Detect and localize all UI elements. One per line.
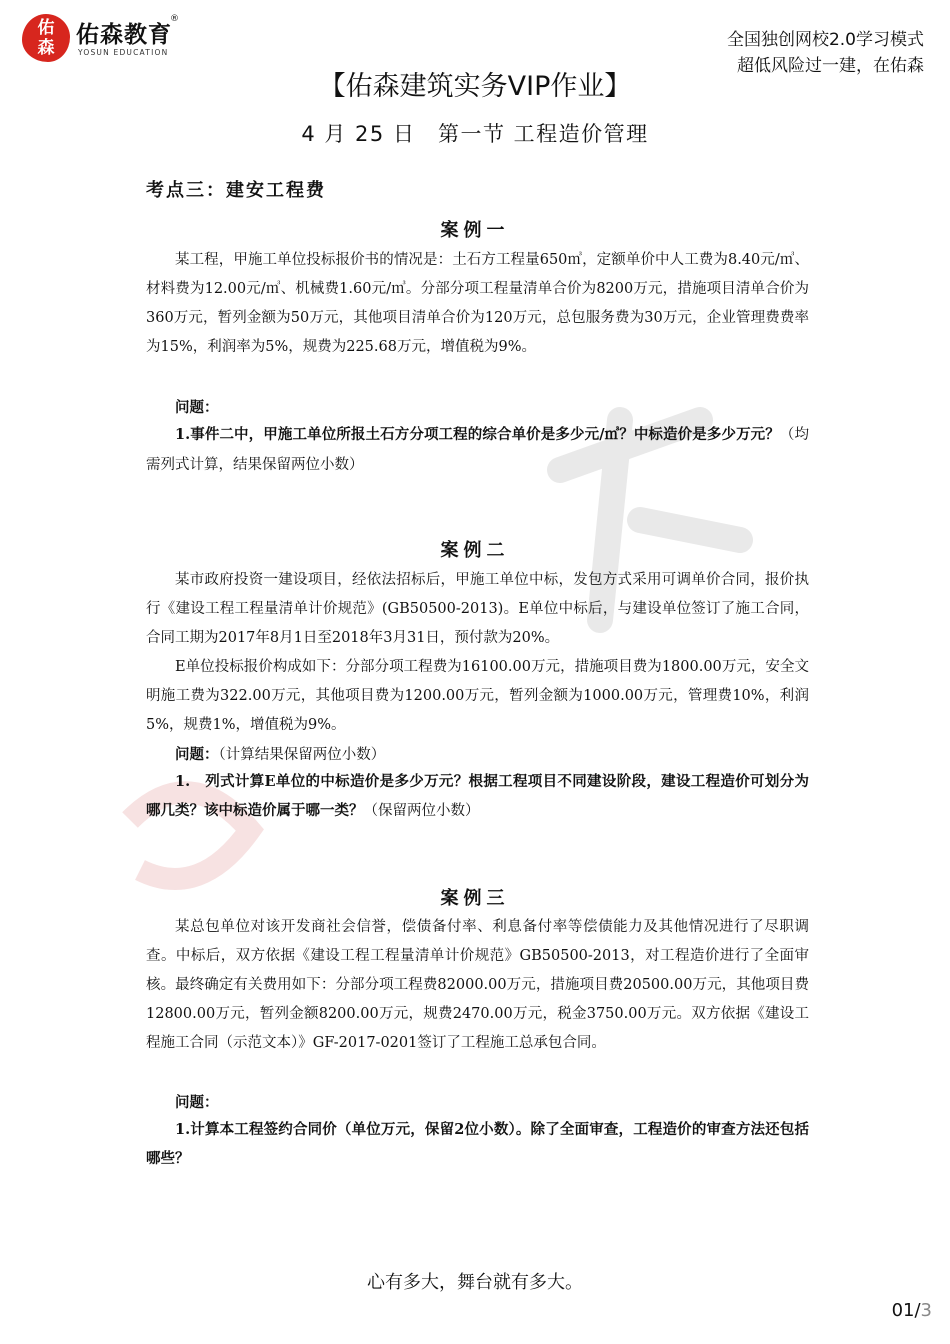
case-2-question-note: （计算结果保留两位小数） (218, 747, 386, 763)
case-3-paragraph-1: 某总包单位对该开发商社会信誉，偿债备付率、利息备付率等偿债能力及其他情况进行了尽职调查。中标后，双方依据《建设工程工程量清单计价规范》GB50500-2013，对工程造价进行了全面审核。最终确定有关费用如下：分部分项工程费82000.00万元，措施项目费20500.00万元，其他项目费12800.00万元，暂列金额8200.00万元，规费2470.00万元，税金3750.00万元。双方依据《建设工程施工合同（示范文本）》GF-2017-0201签订了工程施工总承包合同。 (146, 919, 809, 1051)
topic-heading: 考点三：建安工程费 (146, 180, 326, 201)
case-2-question-label-text: 问题： (175, 746, 219, 763)
case-2-paragraph-1: 某市政府投资一建设项目，经依法招标后，甲施工单位中标，发包方式采用可调单价合同，报价执行《建设工程工程量清单计价规范》(GB50500-2013)。E单位中标后，与建设单位签订了施工合同，合同工期为2017年8月1日至2018年3月31日，预付款为20%。 (146, 572, 809, 646)
logo-badge (22, 14, 70, 62)
brand-logo (22, 14, 179, 62)
case-1-question-label-text: 问题： (175, 399, 219, 416)
slogan-line-1: 全国独创网校2.0学习模式 (726, 30, 924, 50)
case-2-question-tail: （保留两位小数） (363, 803, 480, 819)
footer-motto: 心有多大，舞台就有多大。 (367, 1272, 583, 1293)
document-title: 【佑森建筑实务VIP作业】 (318, 71, 632, 102)
case-1-question-tail: （均需列式计算，结果保留两位小数） (146, 427, 809, 473)
case-3-title: 案例三 (440, 888, 510, 909)
logo-badge-char-2: 森 (37, 38, 55, 58)
case-3-question-label-text: 问题： (175, 1094, 219, 1111)
page-current: 01/ (891, 1300, 921, 1321)
case-2-paragraph-2: E单位投标报价构成如下：分部分项工程费为16100.00万元，措施项目费为1800.00万元，安全文明施工费为322.00万元，其他项目费为1200.00万元，暂列金额为1000.00万元，管理费10%，利润5%，规费1%，增值税为9%。 (146, 659, 809, 733)
document-subtitle: 4 月 25 日 第一节 工程造价管理 (301, 122, 649, 146)
registered-mark: ® (170, 14, 179, 24)
case-1-title: 案例一 (440, 220, 510, 241)
page-total: 3 (920, 1300, 932, 1321)
case-2-question-text: 1. 列式计算E单位的中标造价是多少万元？根据工程项目不同建设阶段，建设工程造价可划分为哪几类？该中标造价属于哪一类？ (146, 773, 809, 819)
case-1-question (146, 420, 809, 480)
logo-badge-char-1: 佑 (37, 18, 55, 38)
case-1-question-label (175, 396, 219, 417)
case-3-question-text: 1.计算本工程签约合同价（单位万元，保留2位小数）。除了全面审查，工程造价的审查方法还包括哪些？ (146, 1121, 809, 1167)
logo-name: 佑森教育 (76, 22, 172, 48)
case-1-question-text: 1.事件二中，甲施工单位所报土石方分项工程的综合单价是多少元/㎥？中标造价是多少万元？ (175, 426, 780, 443)
page-number (892, 1300, 932, 1321)
case-2-title: 案例二 (440, 540, 510, 561)
case-2-question-label (175, 743, 385, 764)
logo-english-name: YOSUN EDUCATION (78, 48, 169, 57)
slogan-line-2: 超低风险过一建，在佑森 (737, 56, 924, 76)
case-1-paragraph-1: 某工程，甲施工单位投标报价书的情况是：土石方工程量650㎥，定额单价中人工费为8.40元/㎥、材料费为12.00元/㎥、机械费1.60元/㎥。分部分项工程量清单合价为8200万元，措施项目清单合价为360万元，暂列金额为50万元，其他项目清单合价为120万元，总包服务费为30万元，企业管理费费率为15%，利润率为5%，规费为225.68万元，增值税为9%。 (146, 252, 809, 355)
case-3-question (146, 1115, 809, 1174)
case-2-question (146, 767, 809, 826)
case-3-question-label (175, 1091, 219, 1112)
